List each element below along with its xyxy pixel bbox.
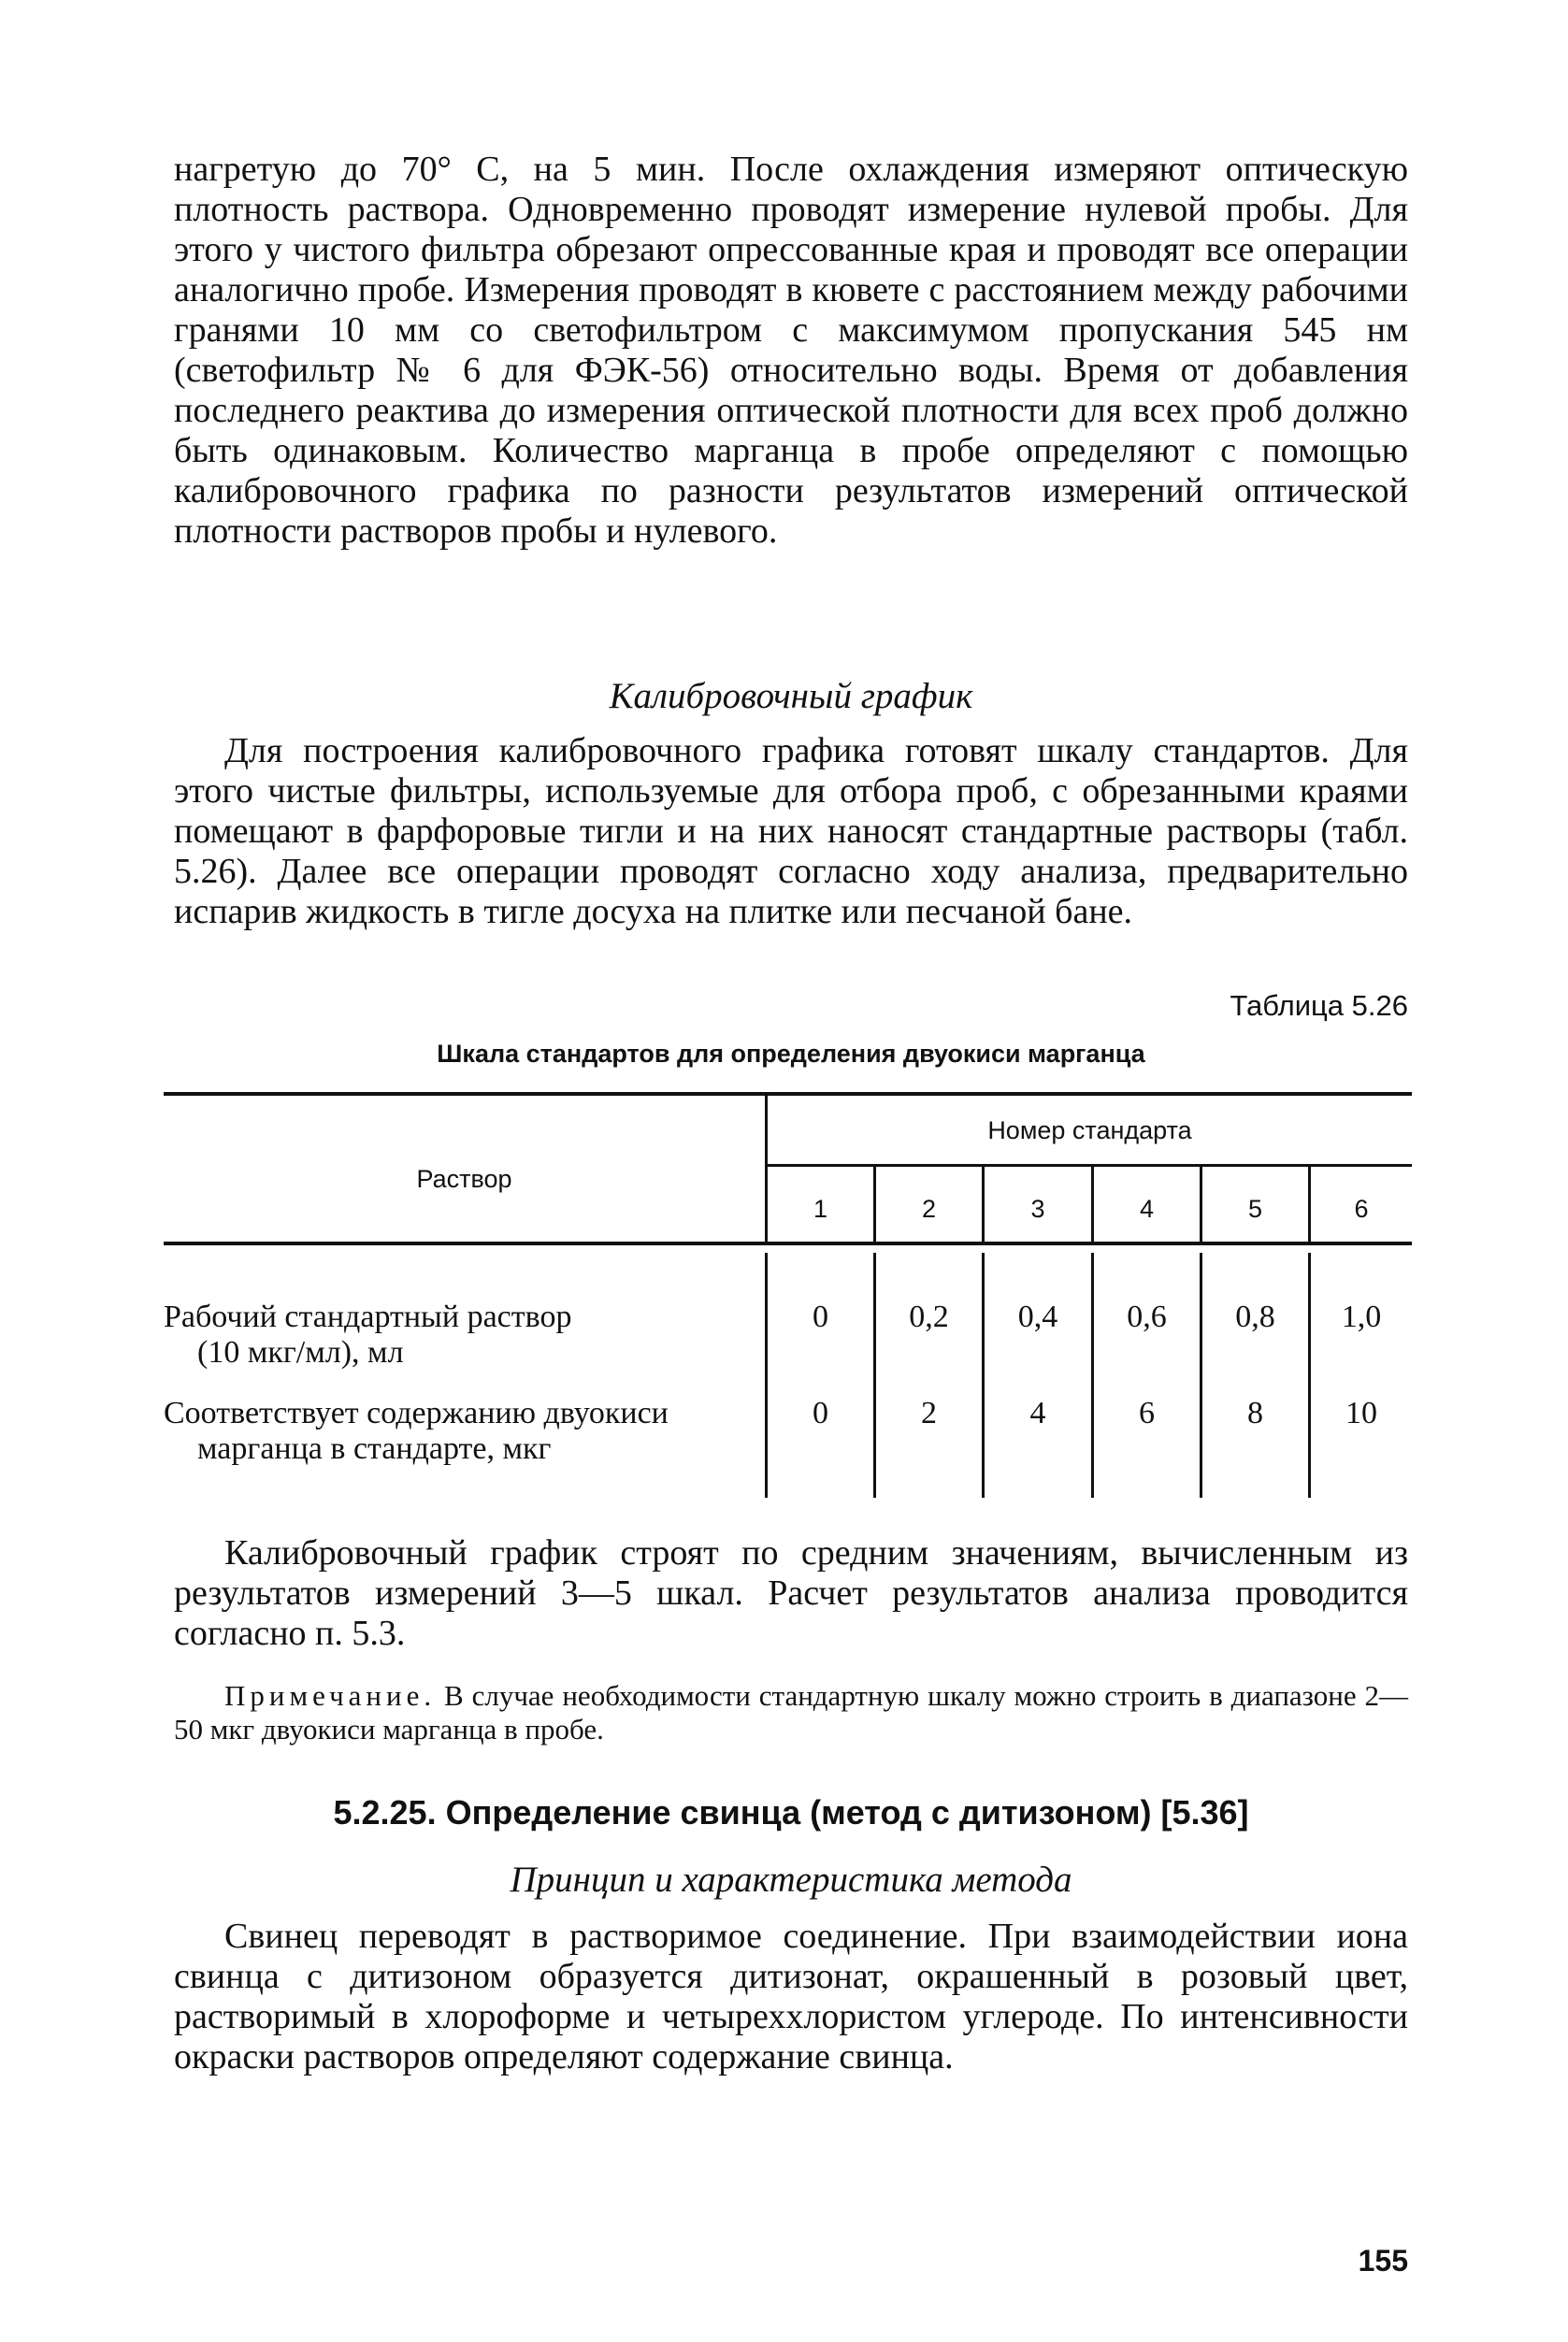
paragraph-principle: Свинец переводят в растворимое соединение. При взаимодействии иона свинца с дитизоном образуется дитизонат, окрашенный в розовый цвет, растворимый в хлороформе и четыреххлористом углероде. По интенсивности окраски растворов определяют содержание свинца. — [174, 1917, 1408, 2076]
table-body-vline-2 — [873, 1253, 876, 1498]
row-1-label-line1: Рабочий стандартный раствор — [164, 1300, 572, 1334]
header-standard-number: Номер стандарта — [987, 1116, 1192, 1144]
header-solution: Раствор — [416, 1165, 512, 1193]
note-text: В случае необходимости стандартную шкалу можно строить в диапазоне 2—50 мкг двуокиси марганца в пробе. — [174, 1679, 1408, 1746]
row-2-value-1: 0 — [813, 1396, 828, 1430]
table-body-vline-3 — [982, 1253, 985, 1498]
row-2-value-4: 6 — [1139, 1396, 1155, 1430]
table-body-vline-6 — [1308, 1253, 1311, 1498]
section-heading: 5.2.25. Определение свинца (метод с дитизоном) [5.36] — [333, 1793, 1249, 1832]
row-1-value-6: 1,0 — [1341, 1300, 1382, 1334]
note — [174, 1679, 1408, 1746]
row-2-label-line1: Соответствует содержанию двуокиси — [164, 1396, 669, 1430]
column-header-4: 4 — [1139, 1195, 1155, 1223]
row-1-value-5: 0,8 — [1235, 1300, 1275, 1334]
row-2-value-2: 2 — [921, 1396, 937, 1430]
row-2-label-line2: марганца в стандарте, мкг — [197, 1431, 552, 1466]
paragraph-after-table: Калибровочный график строят по средним значениям, вычисленным из результатов измерений 3—5 шкал. Расчет результатов анализа проводится согласно п. 5.3. — [174, 1533, 1408, 1653]
row-2-value-5: 8 — [1247, 1396, 1263, 1430]
row-1-value-4: 0,6 — [1127, 1300, 1167, 1334]
table-header-group-rule — [765, 1164, 1412, 1167]
table-row-label — [164, 1396, 743, 1467]
table-body-vline-5 — [1200, 1253, 1202, 1498]
paragraph-calibration: Для построения калибровочного графика готовят шкалу стандартов. Для этого чистые фильтры, используемые для отбора проб, с обрезанными краями помещают в фарфоровые тигли и на них наносят стандартные растворы (табл. 5.26). Далее все операции проводят согласно ходу анализа, предварительно испарив жидкость в тигле досуха на плитке или песчаной бане. — [174, 731, 1408, 931]
standards-table — [164, 1092, 1412, 1503]
table-label: Таблица 5.26 — [1230, 989, 1408, 1022]
table-header-rule — [164, 1242, 1412, 1245]
table-body-vline-1 — [765, 1253, 768, 1498]
row-1-value-2: 0,2 — [909, 1300, 949, 1334]
column-header-2: 2 — [921, 1195, 937, 1223]
row-2-value-6: 10 — [1345, 1396, 1377, 1430]
page-number: 155 — [1358, 2244, 1408, 2277]
row-1-value-3: 0,4 — [1017, 1300, 1058, 1334]
row-1-label-line2: (10 мкг/мл), мл — [197, 1335, 404, 1370]
subheading-principle: Принцип и характеристика метода — [510, 1860, 1072, 1900]
column-header-6: 6 — [1354, 1195, 1369, 1223]
subheading-calibration-graph: Калибровочный график — [609, 676, 973, 716]
table-body-vline-4 — [1091, 1253, 1094, 1498]
column-header-3: 3 — [1030, 1195, 1045, 1223]
note-label: Примечание. — [224, 1679, 437, 1712]
row-2-value-3: 4 — [1029, 1396, 1046, 1430]
column-header-5: 5 — [1247, 1195, 1263, 1223]
column-header-1: 1 — [813, 1195, 828, 1223]
paragraph-analysis-procedure: нагретую до 70° С, на 5 мин. После охлаждения измеряют оптическую плотность раствора. Одновременно проводят измерение нулевой пробы. Для этого у чистого фильтра обрезают опрессованные края и проводят все операции аналогично пробе. Измерения проводят в кювете с расстоянием между рабочими гранями 10 мм со светофильтром с максимумом пропускания 545 нм (светофильтр № 6 для ФЭК-56) относительно воды. Время от добавления последнего реактива до измерения оптической плотности для всех проб должно быть одинаковым. Количество марганца в пробе определяют с помощью калибровочного графика по разности результатов измерений оптической плотности растворов пробы и нулевого. — [174, 150, 1408, 551]
table-top-rule — [164, 1092, 1412, 1096]
table-row-label — [164, 1300, 743, 1371]
table-title: Шкала стандартов для определения двуокиси марганца — [437, 1040, 1145, 1068]
row-1-value-1: 0 — [813, 1300, 828, 1334]
